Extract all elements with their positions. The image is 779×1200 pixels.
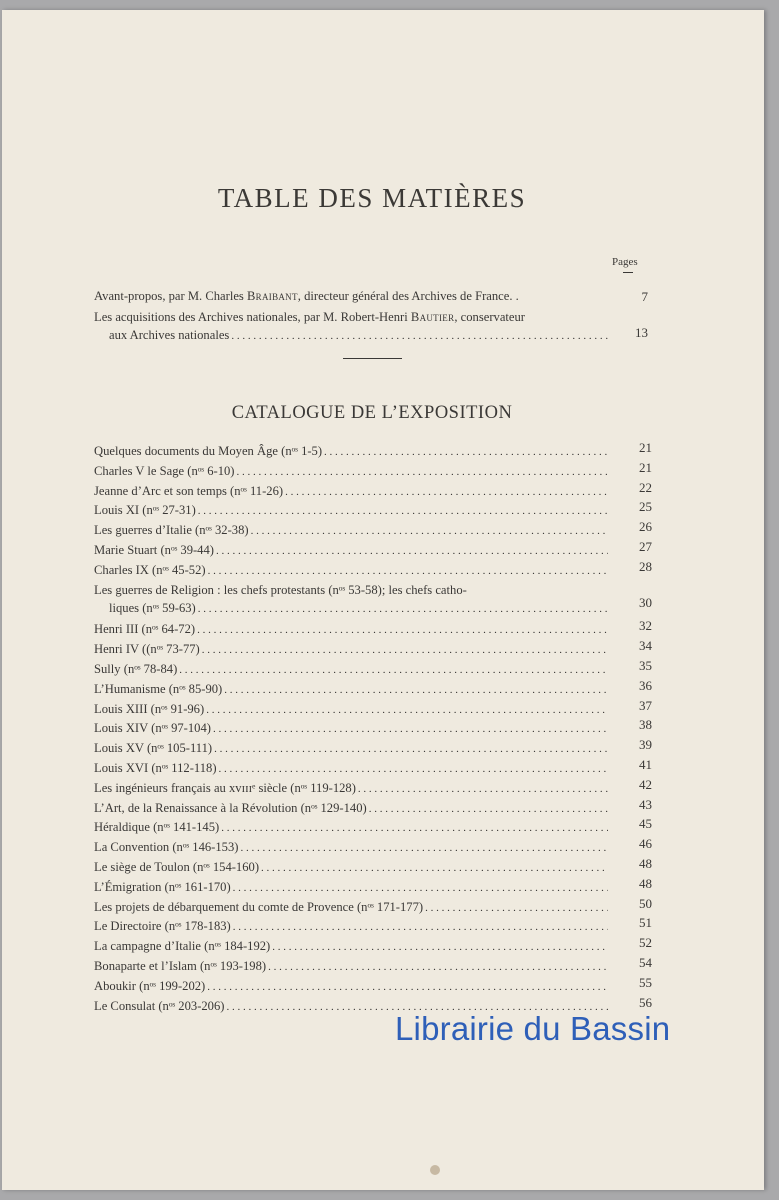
toc-entry: Héraldique (nᵒˢ 141-145) . . .	[94, 819, 608, 837]
catalogue-title: CATALOGUE DE L’EXPOSITION	[231, 403, 513, 423]
toc-entry: Les projets de débarquement du comte de Provence (nᵒˢ 171-177) . . .	[94, 899, 608, 917]
page-number: 39	[639, 737, 652, 753]
page-number: 52	[639, 935, 652, 951]
author-name: Bautier	[410, 310, 455, 324]
page-number: 32	[639, 618, 652, 634]
toc-entry: Le siège de Toulon (nᵒˢ 154-160) . . .	[94, 859, 608, 877]
intro-acquisitions-cont: aux Archives nationales . . .	[109, 327, 608, 345]
page-number: 28	[639, 558, 652, 574]
page-number: 27	[639, 539, 652, 554]
page-number: 13	[635, 325, 648, 340]
pages-label-underline	[623, 272, 633, 273]
page-number: 43	[639, 796, 652, 812]
page-number: 38	[639, 717, 652, 733]
page-title: TABLE DES MATIÈRES	[217, 183, 527, 213]
toc-entry: Louis XIV (nᵒˢ 97-104) . . .	[94, 720, 608, 738]
toc-entry: Le Consulat (nᵒˢ 203-206) . . .	[94, 998, 608, 1016]
toc-entry: La campagne d’Italie (nᵒˢ 184-192) . . .	[94, 938, 608, 956]
toc-entry: Le Directoire (nᵒˢ 178-183) . . .	[94, 918, 608, 936]
toc-entry: Henri III (nᵒˢ 64-72) . . .	[94, 621, 608, 639]
toc-entry: L’Humanisme (nᵒˢ 85-90) . . .	[94, 681, 608, 699]
toc-entry: Bonaparte et l’Islam (nᵒˢ 193-198) . . .	[94, 958, 608, 976]
page-number: 56	[639, 994, 652, 1010]
page-number: 35	[639, 658, 652, 673]
page-number: 36	[639, 677, 652, 693]
toc-entry: Louis XV (nᵒˢ 105-111) . . .	[94, 740, 608, 758]
page-number: 54	[639, 955, 652, 970]
page-number: 48	[639, 875, 652, 891]
watermark-text: Librairie du Bassin	[395, 1010, 671, 1047]
intro-avant-propos	[94, 288, 604, 305]
author-name: Braibant	[246, 289, 298, 303]
intro-text: , conservateur	[454, 310, 526, 324]
toc-entry-continuation: liques (nᵒˢ 59-63) . . .	[109, 600, 608, 618]
page-number: 46	[639, 836, 652, 852]
page-number: 25	[639, 499, 652, 515]
toc-entry: L’Émigration (nᵒˢ 161-170) . . .	[94, 879, 608, 897]
intro-acquisitions	[94, 309, 614, 326]
page-number: 51	[639, 915, 652, 931]
toc-entry: Henri IV ((nᵒˢ 73-77) . . .	[94, 641, 608, 659]
intro-text: Avant-propos, par M. Charles	[94, 289, 247, 303]
toc-entry: L’Art, de la Renaissance à la Révolution (nᵒˢ 129-140) . . .	[94, 800, 608, 818]
toc-entry: Aboukir (nᵒˢ 199-202) . . .	[94, 978, 608, 996]
page-number: 37	[639, 697, 652, 713]
page-number: 21	[639, 459, 652, 475]
divider	[343, 358, 402, 359]
page-number: 34	[639, 638, 652, 654]
toc-entry: Les ingénieurs français au xvɪɪɪᵉ siècle (nᵒˢ 119-128) . . .	[94, 780, 608, 798]
page-number: 21	[639, 440, 652, 455]
toc-entry: Jeanne d’Arc et son temps (nᵒˢ 11-26) . . .	[94, 483, 608, 501]
toc-entry: Les guerres de Religion : les chefs protestants (nᵒˢ 53-58); les chefs catho-	[94, 582, 467, 597]
toc-entry: Charles IX (nᵒˢ 45-52) . . .	[94, 562, 608, 580]
page-number: 50	[639, 895, 652, 911]
intro-text: Les acquisitions des Archives nationales, par M. Robert-Henri	[94, 310, 411, 324]
toc-entry: Les guerres d’Italie (nᵒˢ 32-38) . . .	[94, 522, 608, 540]
page-number: 22	[639, 479, 652, 495]
document-page	[2, 10, 764, 1190]
toc-entry: Charles V le Sage (nᵒˢ 6-10) . . .	[94, 463, 608, 481]
page-number: 48	[639, 856, 652, 871]
toc-entry: Quelques documents du Moyen Âge (nᵒˢ 1-5) . . .	[94, 443, 608, 461]
toc-entry: La Convention (nᵒˢ 146-153) . . .	[94, 839, 608, 857]
page-number: 55	[639, 974, 652, 990]
page-number: 26	[639, 519, 652, 535]
page-number: 42	[639, 776, 652, 792]
toc-entry: Marie Stuart (nᵒˢ 39-44) . . .	[94, 542, 608, 560]
page-number: 41	[639, 757, 652, 772]
page-number: 30	[639, 594, 652, 610]
toc-entry: Louis XVI (nᵒˢ 112-118) . . .	[94, 760, 608, 778]
intro-text: , directeur général des Archives de France. .	[297, 289, 519, 303]
page-number: 7	[641, 289, 648, 304]
page-number: 45	[639, 816, 652, 832]
pages-column-label: Pages	[612, 256, 638, 268]
toc-entry: Louis XI (nᵒˢ 27-31) . . .	[94, 502, 608, 520]
paper-stain	[430, 1165, 440, 1175]
toc-entry: Louis XIII (nᵒˢ 91-96) . . .	[94, 701, 608, 719]
toc-entry: Sully (nᵒˢ 78-84) . . .	[94, 661, 608, 679]
